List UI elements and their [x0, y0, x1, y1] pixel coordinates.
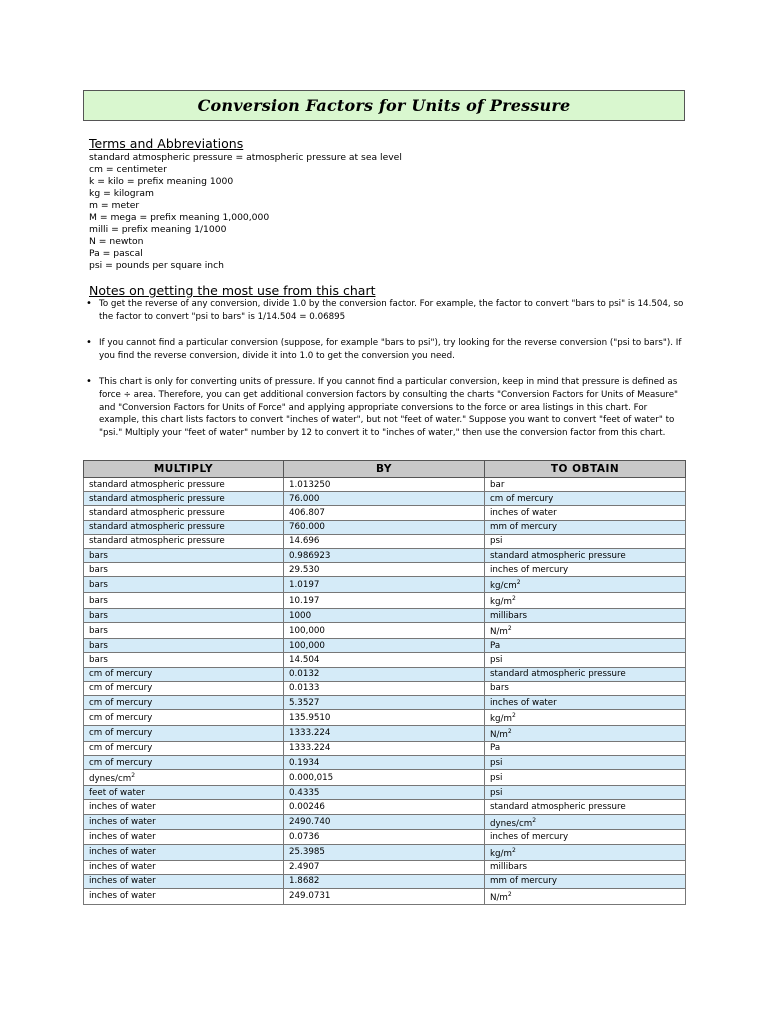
cell-to-obtain: $kg/cm^2$: [485, 577, 686, 593]
cell-by: 5.3527: [284, 695, 485, 709]
cell-multiply: inches of water: [84, 888, 284, 904]
superscript: 2: [131, 772, 136, 780]
table-row: [84, 534, 686, 548]
table-row: [84, 506, 686, 520]
superscript: 2: [516, 579, 521, 587]
cell-multiply: bars: [84, 623, 284, 639]
cell-multiply: inches of water: [84, 814, 284, 830]
cell-multiply: inches of water: [84, 844, 284, 860]
cell-by: 10.197: [284, 593, 485, 609]
cell-to-obtain: inches of mercury: [485, 563, 686, 577]
superscript: 2: [507, 890, 512, 898]
cell-by: 0.00246: [284, 800, 485, 814]
cell-multiply: inches of water: [84, 830, 284, 844]
table-row: [84, 695, 686, 709]
superscript: 2: [511, 595, 516, 603]
terms-heading: Terms and Abbreviations: [89, 136, 244, 151]
cell-multiply: cm of mercury: [84, 681, 284, 695]
term-item: standard atmospheric pressure = atmospheric pressure at sea level: [89, 152, 402, 163]
cell-by: 14.504: [284, 653, 485, 667]
table-row: [84, 577, 686, 593]
cell-by: 1.013250: [284, 478, 485, 492]
superscript: 2: [532, 816, 537, 824]
superscript: 2: [511, 846, 516, 854]
cell-multiply: dynes/$cm^2$: [84, 770, 284, 786]
table-row: [84, 609, 686, 623]
notes-heading: Notes on getting the most use from this chart: [89, 283, 376, 298]
table-row: [84, 681, 686, 695]
table-row: [84, 874, 686, 888]
cell-to-obtain: standard atmospheric pressure: [485, 667, 686, 681]
table-row: [84, 786, 686, 800]
cell-multiply: feet of water: [84, 786, 284, 800]
cell-by: 0.0132: [284, 667, 485, 681]
table-row: [84, 756, 686, 770]
terms-list: [89, 152, 685, 272]
cell-multiply: inches of water: [84, 874, 284, 888]
cell-by: 0.1934: [284, 756, 485, 770]
cell-multiply: standard atmospheric pressure: [84, 478, 284, 492]
cell-by: 249.0731: [284, 888, 485, 904]
cell-by: 0.000,015: [284, 770, 485, 786]
table-row: [84, 548, 686, 562]
cell-multiply: cm of mercury: [84, 695, 284, 709]
cell-multiply: inches of water: [84, 860, 284, 874]
cell-to-obtain: $N/m^2$: [485, 623, 686, 639]
header-multiply: MULTIPLY: [84, 461, 284, 478]
cell-by: 1.8682: [284, 874, 485, 888]
cell-to-obtain: Pa: [485, 741, 686, 755]
cell-multiply: standard atmospheric pressure: [84, 520, 284, 534]
cell-multiply: cm of mercury: [84, 741, 284, 755]
cell-by: 100,000: [284, 623, 485, 639]
cell-to-obtain: psi: [485, 534, 686, 548]
table-row: [84, 667, 686, 681]
table-body: [84, 478, 686, 905]
cell-multiply: bars: [84, 593, 284, 609]
cell-by: 29.530: [284, 563, 485, 577]
superscript: 2: [507, 728, 512, 735]
cell-by: 25.3985: [284, 844, 485, 860]
cell-to-obtain: bars: [485, 681, 686, 695]
note-item: • If you cannot find a particular conversion (suppose, for example "bars to psi"), try looking for the reverse conversion ("psi to bars"). If you find the reverse conversion, divide it into 1.0 to get the conversion you need.: [84, 337, 684, 362]
superscript: 2: [511, 712, 516, 720]
cell-by: 1.0197: [284, 577, 485, 593]
cell-to-obtain: millibars: [485, 609, 686, 623]
cell-by: 1000: [284, 609, 485, 623]
table-row: [84, 844, 686, 860]
table-row: [84, 888, 686, 904]
cell-multiply: bars: [84, 639, 284, 653]
cell-by: 76.000: [284, 492, 485, 506]
cell-to-obtain: mm of mercury: [485, 874, 686, 888]
table-row: [84, 741, 686, 755]
cell-by: 2490.740: [284, 814, 485, 830]
cell-to-obtain: psi: [485, 653, 686, 667]
table-row: [84, 623, 686, 639]
header-by: BY: [284, 461, 485, 478]
note-item: • This chart is only for converting units of pressure. If you cannot find a particular conversion, keep in mind that pressure is defined as force ÷ area. Therefore, you can get additional conversion factors by consulting the charts "Conversion Factors for Units of Measure" and "Conversion Factors for Units of Force" and applying appropriate conversions to the force or area listings in this chart. For example, this chart lists factors to convert "inches of water", but not "feet of water." Suppose you want to convert "feet of water" to "psi." Multiply your "feet of water" number by 12 to convert it to "inches of water," then use the conversion factor from this chart.: [84, 376, 684, 439]
term-item: Pa = pascal: [89, 248, 143, 259]
cell-multiply: standard atmospheric pressure: [84, 534, 284, 548]
cell-multiply: inches of water: [84, 800, 284, 814]
table-row: [84, 639, 686, 653]
cell-multiply: bars: [84, 548, 284, 562]
cell-to-obtain: mm of mercury: [485, 520, 686, 534]
table-row: [84, 770, 686, 786]
term-item: milli = prefix meaning 1/1000: [89, 224, 227, 235]
cell-by: 2.4907: [284, 860, 485, 874]
term-item: cm = centimeter: [89, 164, 167, 175]
cell-to-obtain: inches of mercury: [485, 830, 686, 844]
cell-to-obtain: millibars: [485, 860, 686, 874]
cell-multiply: bars: [84, 653, 284, 667]
cell-by: 406.807: [284, 506, 485, 520]
cell-multiply: standard atmospheric pressure: [84, 492, 284, 506]
cell-to-obtain: standard atmospheric pressure: [485, 548, 686, 562]
cell-to-obtain: inches of water: [485, 695, 686, 709]
cell-to-obtain: inches of water: [485, 506, 686, 520]
header-to-obtain: TO OBTAIN: [485, 461, 686, 478]
table-row: [84, 520, 686, 534]
term-item: psi = pounds per square inch: [89, 260, 224, 271]
table-row: [84, 800, 686, 814]
cell-multiply: bars: [84, 609, 284, 623]
cell-to-obtain: standard atmospheric pressure: [485, 800, 686, 814]
conversion-table: [83, 460, 686, 905]
table-row: [84, 710, 686, 726]
table-row: [84, 814, 686, 830]
cell-by: 760.000: [284, 520, 485, 534]
term-item: M = mega = prefix meaning 1,000,000: [89, 212, 270, 223]
cell-by: 0.986923: [284, 548, 485, 562]
term-item: N = newton: [89, 236, 144, 247]
page-title: Conversion Factors for Units of Pressure: [197, 96, 571, 115]
cell-by: 1333.224: [284, 726, 485, 742]
cell-multiply: cm of mercury: [84, 756, 284, 770]
cell-by: 100,000: [284, 639, 485, 653]
table-row: [84, 726, 686, 742]
table-row: [84, 593, 686, 609]
term-item: m = meter: [89, 200, 140, 211]
table-row: [84, 478, 686, 492]
cell-by: 135.9510: [284, 710, 485, 726]
cell-multiply: bars: [84, 563, 284, 577]
cell-to-obtain: $N/m^2$: [485, 888, 686, 904]
terms-section: [89, 136, 685, 272]
table-row: [84, 830, 686, 844]
cell-multiply: bars: [84, 577, 284, 593]
cell-to-obtain: cm of mercury: [485, 492, 686, 506]
cell-multiply: cm of mercury: [84, 710, 284, 726]
note-item: • To get the reverse of any conversion, divide 1.0 by the conversion factor. For example, the factor to convert "bars to psi" is 14.504, so the factor to convert "psi to bars" is 1/14.504 = 0.06895: [84, 298, 684, 323]
cell-to-obtain: $N/m^2$: [485, 726, 686, 742]
table-row: [84, 653, 686, 667]
cell-by: 1333.224: [284, 741, 485, 755]
cell-multiply: cm of mercury: [84, 726, 284, 742]
cell-by: 0.4335: [284, 786, 485, 800]
cell-to-obtain: Pa: [485, 639, 686, 653]
cell-multiply: standard atmospheric pressure: [84, 506, 284, 520]
cell-to-obtain: psi: [485, 786, 686, 800]
cell-to-obtain: $kg/m^2$: [485, 710, 686, 726]
title-banner: [83, 90, 685, 121]
cell-to-obtain: psi: [485, 770, 686, 786]
cell-to-obtain: $kg/m^2$: [485, 593, 686, 609]
term-item: kg = kilogram: [89, 188, 154, 199]
term-item: k = kilo = prefix meaning 1000: [89, 176, 234, 187]
table-row: [84, 492, 686, 506]
cell-by: 14.696: [284, 534, 485, 548]
cell-by: 0.0736: [284, 830, 485, 844]
table-header-row: [84, 461, 686, 478]
table-row: [84, 860, 686, 874]
superscript: 2: [507, 625, 512, 633]
cell-to-obtain: $kg/m^2$: [485, 844, 686, 860]
cell-to-obtain: dynes/$cm^2$: [485, 814, 686, 830]
notes-heading-wrap: [89, 283, 685, 299]
cell-by: 0.0133: [284, 681, 485, 695]
table-row: [84, 563, 686, 577]
cell-multiply: cm of mercury: [84, 667, 284, 681]
cell-to-obtain: psi: [485, 756, 686, 770]
notes-list: [84, 298, 684, 453]
cell-to-obtain: bar: [485, 478, 686, 492]
